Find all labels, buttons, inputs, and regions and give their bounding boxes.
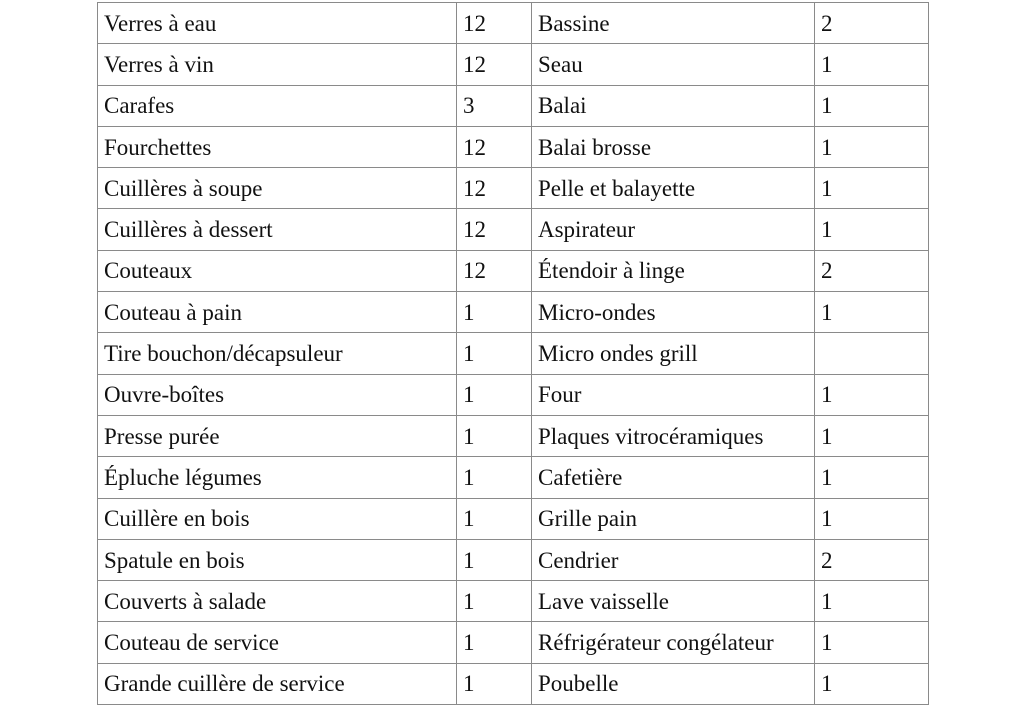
item-name-cell: Grande cuillère de service	[98, 663, 457, 704]
item-name-cell: Plaques vitrocéramiques	[532, 415, 815, 456]
item-name-cell: Réfrigérateur congélateur	[532, 622, 815, 663]
item-name-cell: Cuillères à dessert	[98, 209, 457, 250]
item-name-cell: Couteau à pain	[98, 292, 457, 333]
item-name-cell: Cafetière	[532, 457, 815, 498]
item-quantity-cell: 12	[457, 44, 532, 85]
item-quantity-cell: 12	[457, 209, 532, 250]
item-name-cell: Cendrier	[532, 539, 815, 580]
item-name-cell: Couteaux	[98, 250, 457, 291]
item-quantity-cell: 1	[815, 209, 929, 250]
item-quantity-cell: 1	[457, 539, 532, 580]
item-name-cell: Aspirateur	[532, 209, 815, 250]
item-quantity-cell: 2	[815, 539, 929, 580]
item-quantity-cell: 1	[457, 415, 532, 456]
table-row	[98, 581, 929, 622]
item-name-cell: Four	[532, 374, 815, 415]
table-row	[98, 539, 929, 580]
item-name-cell: Carafes	[98, 85, 457, 126]
table-row	[98, 44, 929, 85]
item-name-cell: Verres à eau	[98, 3, 457, 44]
item-name-cell: Cuillères à soupe	[98, 168, 457, 209]
item-name-cell: Spatule en bois	[98, 539, 457, 580]
inventory-table	[97, 2, 929, 705]
item-name-cell: Balai	[532, 85, 815, 126]
item-quantity-cell: 1	[815, 292, 929, 333]
table-row	[98, 209, 929, 250]
table-row	[98, 333, 929, 374]
item-name-cell: Bassine	[532, 3, 815, 44]
item-name-cell: Tire bouchon/décapsuleur	[98, 333, 457, 374]
item-quantity-cell: 1	[815, 44, 929, 85]
item-name-cell: Balai brosse	[532, 126, 815, 167]
item-quantity-cell: 1	[457, 498, 532, 539]
item-name-cell: Pelle et balayette	[532, 168, 815, 209]
table-row	[98, 3, 929, 44]
item-quantity-cell: 1	[457, 333, 532, 374]
item-name-cell: Seau	[532, 44, 815, 85]
item-quantity-cell: 12	[457, 126, 532, 167]
item-quantity-cell: 1	[815, 374, 929, 415]
item-name-cell: Fourchettes	[98, 126, 457, 167]
item-name-cell: Grille pain	[532, 498, 815, 539]
item-name-cell: Presse purée	[98, 415, 457, 456]
item-quantity-cell: 1	[815, 622, 929, 663]
item-quantity-cell: 2	[815, 250, 929, 291]
item-quantity-cell: 2	[815, 3, 929, 44]
item-quantity-cell: 1	[457, 663, 532, 704]
item-name-cell: Étendoir à linge	[532, 250, 815, 291]
item-name-cell: Cuillère en bois	[98, 498, 457, 539]
item-quantity-cell: 1	[815, 415, 929, 456]
item-quantity-cell: 1	[815, 85, 929, 126]
item-quantity-cell: 1	[457, 581, 532, 622]
item-quantity-cell: 1	[457, 292, 532, 333]
inventory-table-body	[98, 3, 929, 705]
table-row	[98, 498, 929, 539]
item-name-cell: Couverts à salade	[98, 581, 457, 622]
table-row	[98, 85, 929, 126]
item-quantity-cell: 12	[457, 168, 532, 209]
item-name-cell: Micro-ondes	[532, 292, 815, 333]
table-row	[98, 168, 929, 209]
table-row	[98, 126, 929, 167]
item-quantity-cell: 1	[457, 457, 532, 498]
item-name-cell: Épluche légumes	[98, 457, 457, 498]
table-row	[98, 415, 929, 456]
item-quantity-cell: 1	[815, 457, 929, 498]
item-quantity-cell: 12	[457, 3, 532, 44]
item-quantity-cell: 1	[815, 581, 929, 622]
item-quantity-cell: 1	[457, 374, 532, 415]
item-quantity-cell: 1	[815, 663, 929, 704]
item-quantity-cell	[815, 333, 929, 374]
item-quantity-cell: 1	[815, 498, 929, 539]
item-name-cell: Poubelle	[532, 663, 815, 704]
item-quantity-cell: 3	[457, 85, 532, 126]
item-quantity-cell: 1	[815, 126, 929, 167]
item-name-cell: Couteau de service	[98, 622, 457, 663]
item-name-cell: Micro ondes grill	[532, 333, 815, 374]
table-row	[98, 250, 929, 291]
item-name-cell: Lave vaisselle	[532, 581, 815, 622]
table-row	[98, 622, 929, 663]
item-quantity-cell: 1	[457, 622, 532, 663]
table-row	[98, 374, 929, 415]
table-row	[98, 663, 929, 704]
item-quantity-cell: 12	[457, 250, 532, 291]
table-row	[98, 292, 929, 333]
table-row	[98, 457, 929, 498]
item-name-cell: Verres à vin	[98, 44, 457, 85]
item-name-cell: Ouvre-boîtes	[98, 374, 457, 415]
item-quantity-cell: 1	[815, 168, 929, 209]
